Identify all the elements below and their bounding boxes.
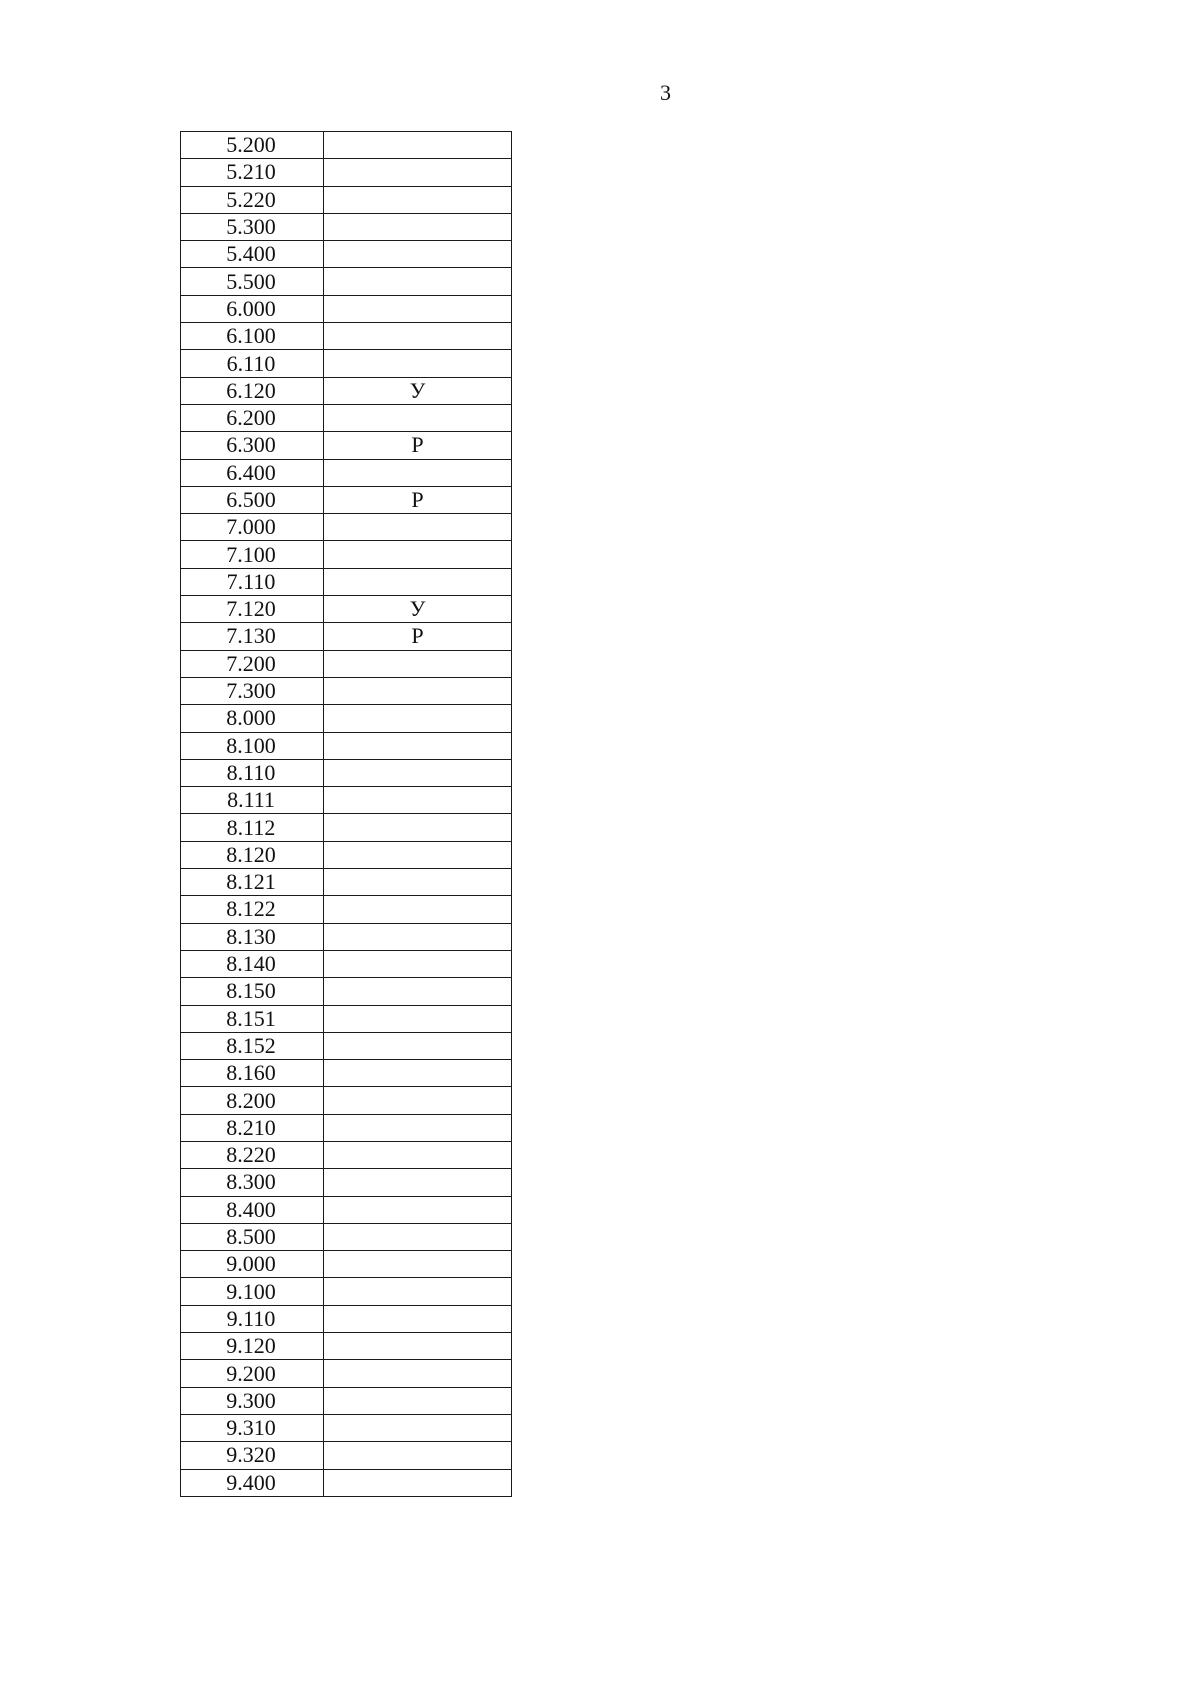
table-row: [181, 732, 512, 759]
mark-cell: [324, 1442, 512, 1469]
code-cell: 6.400: [181, 459, 324, 486]
mark-cell: [324, 1196, 512, 1223]
mark-cell: [324, 541, 512, 568]
mark-cell: [324, 1169, 512, 1196]
table-row: [181, 759, 512, 786]
table-row: [181, 869, 512, 896]
code-cell: 8.150: [181, 978, 324, 1005]
table-row: [181, 1005, 512, 1032]
table-row: [181, 568, 512, 595]
mark-cell: [324, 869, 512, 896]
code-cell: 9.120: [181, 1333, 324, 1360]
table-row: [181, 650, 512, 677]
mark-cell: [324, 1060, 512, 1087]
code-cell: 8.000: [181, 705, 324, 732]
code-cell: 9.110: [181, 1305, 324, 1332]
table-row: [181, 186, 512, 213]
table-row: [181, 323, 512, 350]
code-cell: 9.200: [181, 1360, 324, 1387]
code-cell: 8.110: [181, 759, 324, 786]
code-cell: 8.140: [181, 950, 324, 977]
table-row: [181, 486, 512, 513]
code-cell: 6.110: [181, 350, 324, 377]
table-row: [181, 1387, 512, 1414]
mark-cell: [324, 705, 512, 732]
mark-cell: [324, 514, 512, 541]
mark-cell: [324, 787, 512, 814]
code-cell: 8.100: [181, 732, 324, 759]
code-cell: 8.112: [181, 814, 324, 841]
table-row: [181, 213, 512, 240]
mark-cell: [324, 132, 512, 159]
mark-cell: [324, 1360, 512, 1387]
codes-table-body: [181, 132, 512, 1497]
code-cell: 8.300: [181, 1169, 324, 1196]
code-cell: 5.220: [181, 186, 324, 213]
mark-cell: [324, 759, 512, 786]
mark-cell: [324, 1387, 512, 1414]
code-cell: 7.300: [181, 677, 324, 704]
table-row: [181, 350, 512, 377]
mark-cell: [324, 950, 512, 977]
code-cell: 7.200: [181, 650, 324, 677]
mark-cell: [324, 323, 512, 350]
table-row: [181, 1169, 512, 1196]
table-row: [181, 950, 512, 977]
code-cell: 8.111: [181, 787, 324, 814]
mark-cell: [324, 350, 512, 377]
table-row: [181, 596, 512, 623]
table-row: [181, 268, 512, 295]
mark-cell: [324, 896, 512, 923]
table-row: [181, 978, 512, 1005]
table-row: [181, 1469, 512, 1496]
table-row: [181, 705, 512, 732]
table-row: [181, 432, 512, 459]
table-row: [181, 241, 512, 268]
mark-cell: [324, 213, 512, 240]
code-cell: 7.100: [181, 541, 324, 568]
code-cell: 8.210: [181, 1114, 324, 1141]
mark-cell: У: [324, 377, 512, 404]
table-row: [181, 623, 512, 650]
code-cell: 6.000: [181, 295, 324, 322]
code-cell: 9.000: [181, 1251, 324, 1278]
code-cell: 8.120: [181, 841, 324, 868]
mark-cell: [324, 295, 512, 322]
mark-cell: [324, 268, 512, 295]
table-row: [181, 159, 512, 186]
mark-cell: Р: [324, 486, 512, 513]
table-row: [181, 896, 512, 923]
table-row: [181, 1114, 512, 1141]
mark-cell: [324, 1333, 512, 1360]
mark-cell: [324, 1141, 512, 1168]
table-row: [181, 1087, 512, 1114]
table-row: [181, 787, 512, 814]
code-cell: 5.300: [181, 213, 324, 240]
code-cell: 9.100: [181, 1278, 324, 1305]
mark-cell: [324, 1305, 512, 1332]
table-row: [181, 1305, 512, 1332]
mark-cell: [324, 841, 512, 868]
code-cell: 5.500: [181, 268, 324, 295]
mark-cell: [324, 186, 512, 213]
code-cell: 8.200: [181, 1087, 324, 1114]
mark-cell: [324, 1005, 512, 1032]
code-cell: 6.120: [181, 377, 324, 404]
table-row: [181, 541, 512, 568]
code-cell: 7.000: [181, 514, 324, 541]
table-row: [181, 841, 512, 868]
table-row: [181, 1060, 512, 1087]
table-row: [181, 814, 512, 841]
mark-cell: [324, 1251, 512, 1278]
table-row: [181, 1360, 512, 1387]
mark-cell: [324, 978, 512, 1005]
code-cell: 8.152: [181, 1032, 324, 1059]
table-row: [181, 1141, 512, 1168]
code-cell: 9.300: [181, 1387, 324, 1414]
codes-table: [180, 131, 512, 1497]
table-row: [181, 1442, 512, 1469]
table-row: [181, 404, 512, 431]
mark-cell: Р: [324, 432, 512, 459]
code-cell: 5.210: [181, 159, 324, 186]
mark-cell: [324, 241, 512, 268]
table-row: [181, 132, 512, 159]
mark-cell: [324, 677, 512, 704]
table-row: [181, 1223, 512, 1250]
code-cell: 7.130: [181, 623, 324, 650]
table-row: [181, 677, 512, 704]
code-cell: 7.110: [181, 568, 324, 595]
mark-cell: [324, 923, 512, 950]
mark-cell: [324, 159, 512, 186]
mark-cell: [324, 459, 512, 486]
mark-cell: [324, 1087, 512, 1114]
mark-cell: [324, 568, 512, 595]
mark-cell: [324, 404, 512, 431]
code-cell: 6.500: [181, 486, 324, 513]
mark-cell: У: [324, 596, 512, 623]
code-cell: 7.120: [181, 596, 324, 623]
code-cell: 8.160: [181, 1060, 324, 1087]
mark-cell: [324, 1032, 512, 1059]
mark-cell: [324, 650, 512, 677]
table-row: [181, 1333, 512, 1360]
mark-cell: [324, 1469, 512, 1496]
table-row: [181, 295, 512, 322]
code-cell: 9.400: [181, 1469, 324, 1496]
table-row: [181, 514, 512, 541]
mark-cell: [324, 1278, 512, 1305]
mark-cell: [324, 732, 512, 759]
table-row: [181, 377, 512, 404]
table-row: [181, 459, 512, 486]
code-cell: 6.300: [181, 432, 324, 459]
code-cell: 9.310: [181, 1414, 324, 1441]
code-cell: 8.122: [181, 896, 324, 923]
table-row: [181, 1251, 512, 1278]
table-row: [181, 1278, 512, 1305]
page-number: 3: [660, 80, 671, 105]
code-cell: 8.220: [181, 1141, 324, 1168]
mark-cell: Р: [324, 623, 512, 650]
table-row: [181, 923, 512, 950]
table-row: [181, 1032, 512, 1059]
code-cell: 8.400: [181, 1196, 324, 1223]
table-row: [181, 1196, 512, 1223]
table-row: [181, 1414, 512, 1441]
code-cell: 8.121: [181, 869, 324, 896]
mark-cell: [324, 814, 512, 841]
mark-cell: [324, 1114, 512, 1141]
code-cell: 8.500: [181, 1223, 324, 1250]
code-cell: 5.400: [181, 241, 324, 268]
code-cell: 6.100: [181, 323, 324, 350]
code-cell: 8.130: [181, 923, 324, 950]
code-cell: 9.320: [181, 1442, 324, 1469]
code-cell: 8.151: [181, 1005, 324, 1032]
code-cell: 6.200: [181, 404, 324, 431]
mark-cell: [324, 1414, 512, 1441]
mark-cell: [324, 1223, 512, 1250]
code-cell: 5.200: [181, 132, 324, 159]
